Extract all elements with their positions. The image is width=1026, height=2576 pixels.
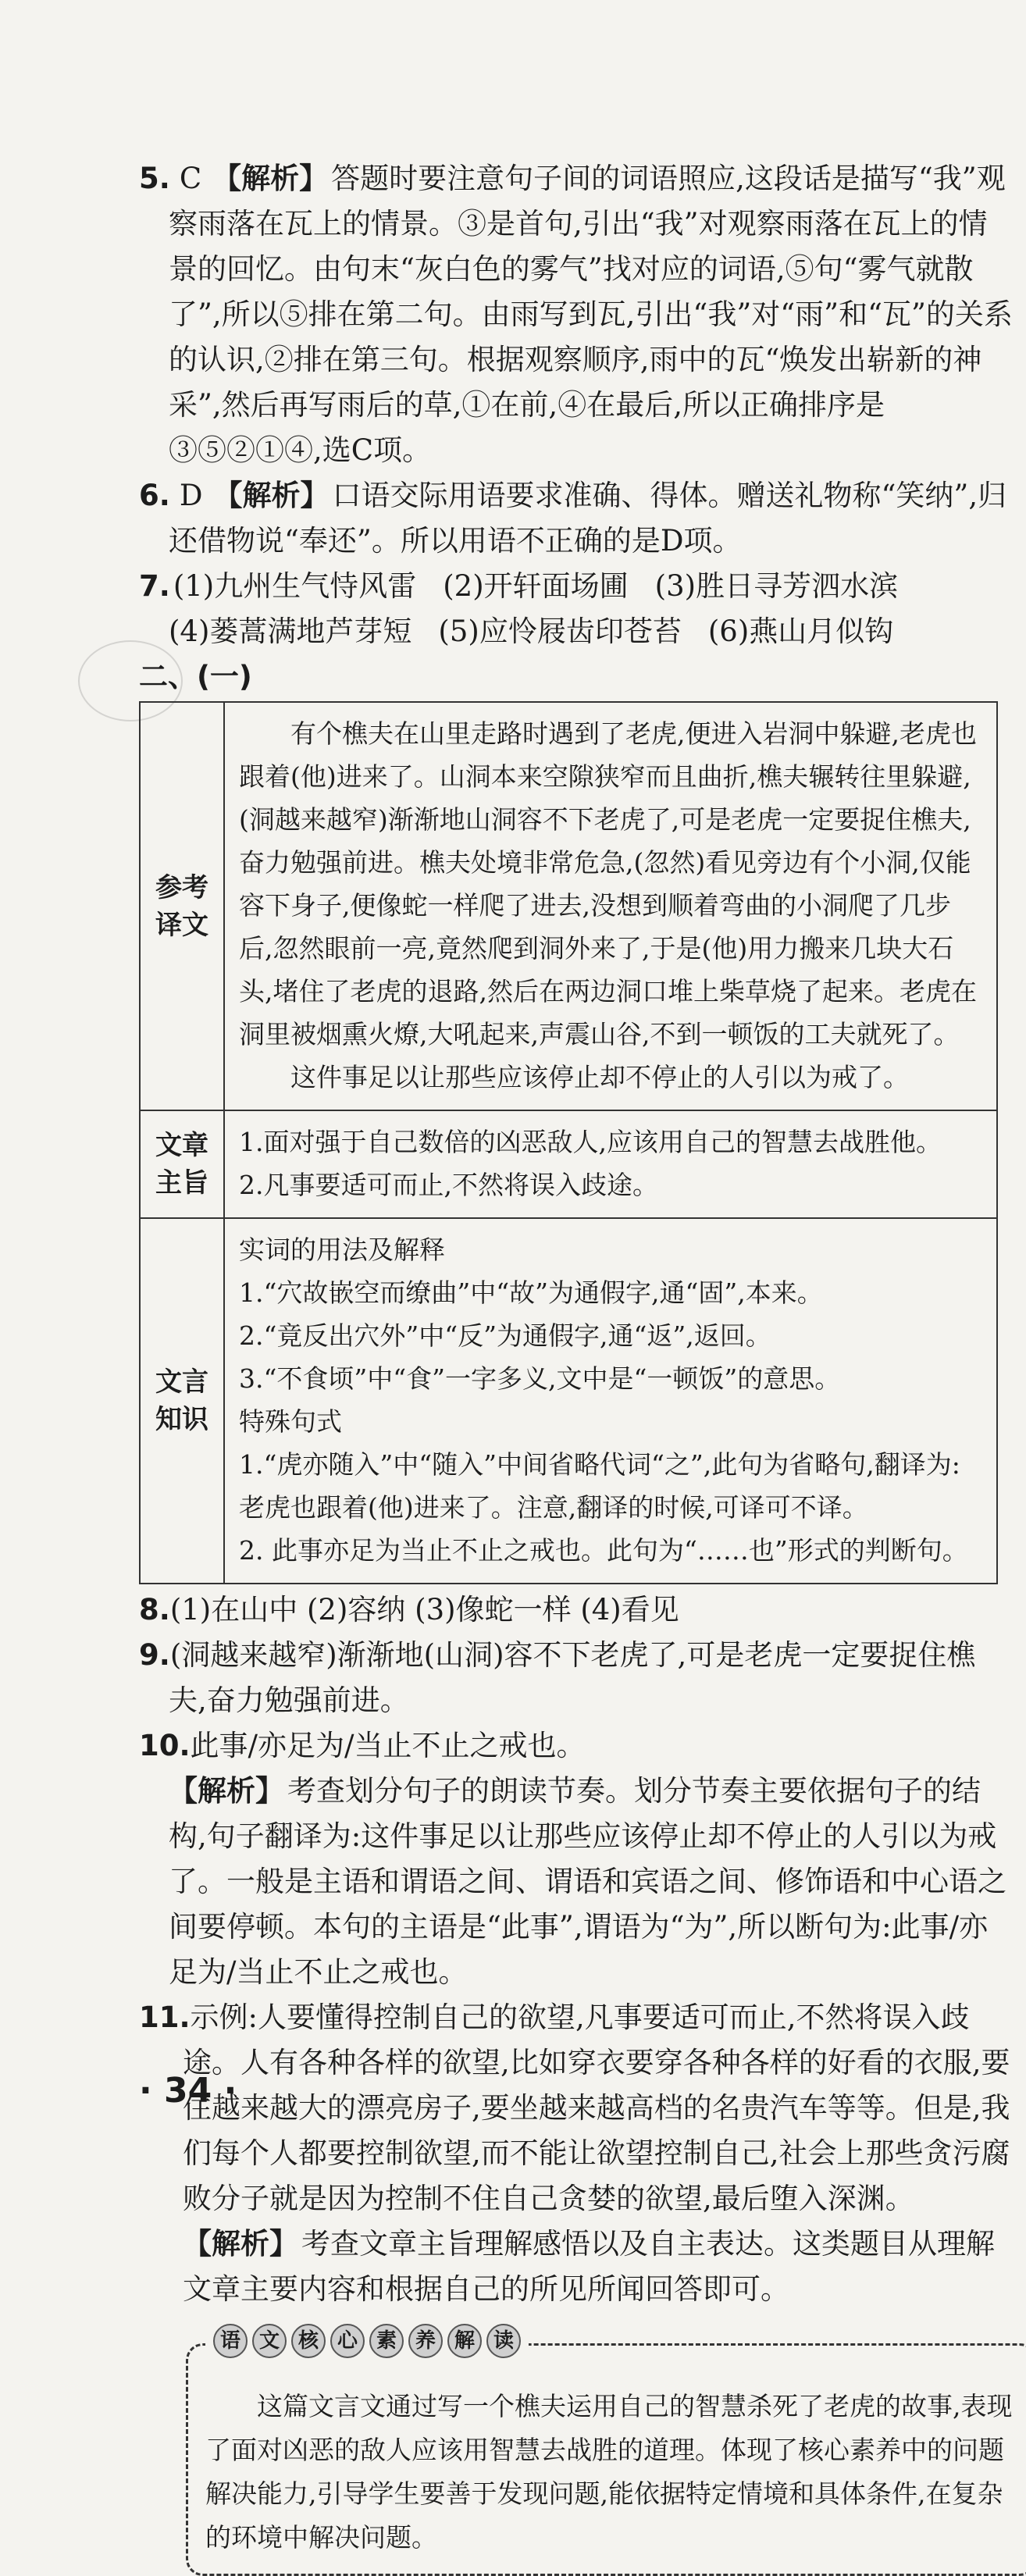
answer-text: 示例:人要懂得控制自己的欲望,凡事要适可而止,不然将误入歧途。人有各种各样的欲望,比如穿衣要穿各种各样的好看的衣服,要住越来越大的漂亮房子,要坐越来越高档的名贵汽车等等。但是,我们每个人都要控制欲望,而不能让欲望控制自己,社会上那些贪污腐败分子就是因为控制不住自己贪婪的欲望,最后堕入深渊。 bbox=[183, 2001, 1010, 2215]
table-row bbox=[140, 1110, 997, 1218]
analysis-tag: 【解析】 bbox=[213, 479, 330, 512]
row-label-text: 文章主旨 bbox=[155, 1130, 208, 1199]
analysis-text: 口语交际用语要求准确、得体。赠送礼物称“笑纳”,归还借物说“奉还”。所以用语不正确的是D项。 bbox=[169, 479, 1007, 558]
question-11 bbox=[139, 1995, 1014, 2312]
answer-text: 此事/亦足为/当止不止之戒也。 bbox=[190, 1729, 586, 1762]
question-number: 5. bbox=[139, 162, 170, 195]
title-char: 文 bbox=[252, 2324, 287, 2358]
title-char: 心 bbox=[330, 2324, 365, 2358]
question-number: 7. bbox=[139, 569, 170, 603]
question-7 bbox=[139, 564, 1014, 654]
row-label-text: 文言知识 bbox=[155, 1366, 208, 1435]
question-7-row-2 bbox=[139, 609, 1014, 654]
answer-letter: D bbox=[179, 479, 203, 512]
question-number: 8. bbox=[139, 1593, 170, 1626]
reference-table bbox=[139, 701, 998, 1584]
question-10-analysis bbox=[139, 1769, 1014, 1995]
translation-paragraph: 这件事足以让那些应该停止却不停止的人引以为戒了。 bbox=[290, 1062, 909, 1092]
question-10 bbox=[139, 1723, 1014, 1995]
translation-paragraph: 有个樵夫在山里走路时遇到了老虎,便进入岩洞中躲避,老虎也跟着(他)进来了。山洞本来空隙狭窄而且曲折,樵夫辗转往里躲避,(洞越来越窄)渐渐地山洞容不下老虎了,可是老虎一定要捉住樵夫,奋力勉强前进。樵夫处境非常危急,(忽然)看见旁边有个小洞,仅能容下身子,便像蛇一样爬了进去,没想到顺着弯曲的小洞爬了几步后,忽然眼前一亮,竟然爬到洞外来了,于是(他)用力搬来几块大石头,堵住了老虎的退路,然后在两边洞口堆上柴草烧了起来。老虎在洞里被烟熏火燎,大吼起来,声震山谷,不到一顿饭的工夫就死了。 bbox=[239, 718, 977, 1049]
title-char: 核 bbox=[291, 2324, 326, 2358]
row-label bbox=[140, 1218, 224, 1584]
question-10-answer bbox=[139, 1723, 1014, 1769]
title-char: 养 bbox=[408, 2324, 443, 2358]
core-literacy-text: 这篇文言文通过写一个樵夫运用自己的智慧杀死了老虎的故事,表现了面对凶恶的敌人应该用智慧去战胜的道理。体现了核心素养中的问题解决能力,引导学生要善于发现问题,能依据特定情境和具体条件,在复杂的环境中解决问题。 bbox=[205, 2391, 1013, 2553]
analysis-tag: 【解析】 bbox=[212, 162, 329, 195]
question-8 bbox=[139, 1587, 1014, 1633]
question-number: 6. bbox=[139, 479, 170, 512]
core-literacy-title bbox=[205, 2324, 529, 2358]
row-label-text: 参考译文 bbox=[155, 871, 208, 941]
answer-letter: C bbox=[179, 162, 202, 195]
table-row bbox=[140, 702, 997, 1110]
question-11-answer bbox=[139, 1995, 1014, 2221]
answer-text: (1)在山中 (2)容纳 (3)像蛇一样 (4)看见 bbox=[169, 1593, 679, 1626]
analysis-tag: 【解析】 bbox=[169, 1774, 284, 1808]
section-heading: 二、(一) bbox=[139, 660, 252, 693]
answer-item: (1)九州生气恃风雷 bbox=[173, 569, 417, 603]
question-11-analysis bbox=[139, 2221, 1014, 2312]
question-number: 10. bbox=[139, 1729, 191, 1762]
question-number: 11. bbox=[139, 2001, 191, 2034]
knowledge-heading: 特殊句式 bbox=[239, 1406, 342, 1437]
analysis-text: 考查文章主旨理解感悟以及自主表达。这类题目从理解文章主要内容和根据自己的所见所闻回答即可。 bbox=[183, 2227, 995, 2306]
analysis-text: 考查划分句子的朗读节奏。划分节奏主要依据句子的结构,句子翻译为:这件事足以让那些应该停止却不停止的人引以为戒了。一般是主语和谓语之间、谓语和宾语之间、修饰语和中心语之间要停顿。本句的主语是“此事”,谓语为“为”,所以断句为:此事/亦足为/当止不止之戒也。 bbox=[169, 1774, 1006, 1989]
title-char: 解 bbox=[447, 2324, 482, 2358]
question-6 bbox=[139, 473, 1014, 564]
answer-item: (5)应怜屐齿印苍苔 bbox=[438, 615, 682, 648]
question-7-row-1 bbox=[139, 564, 1014, 609]
knowledge-line: 3.“不食顷”中“食”一字多义,文中是“一顿饭”的意思。 bbox=[239, 1363, 841, 1394]
analysis-text: 答题时要注意句子间的词语照应,这段话是描写“我”观察雨落在瓦上的情景。③是首句,引出“我”对观察雨落在瓦上的情景的回忆。由句末“灰白色的雾气”找对应的词语,⑤句“雾气就散了”,所以⑤排在第二句。由雨写到瓦,引出“我”对“雨”和“瓦”的关系的认识,②排在第三句。根据观察顺序,雨中的瓦“焕发出崭新的神采”,然后再写雨后的草,①在前,④在最后,所以正确排序是③⑤②①④,选C项。 bbox=[169, 162, 1013, 467]
answer-text: (洞越来越窄)渐渐地(山洞)容不下老虎了,可是老虎一定要捉住樵夫,奋力勉强前进。 bbox=[169, 1638, 976, 1717]
knowledge-cell bbox=[224, 1218, 997, 1584]
answer-item: (3)胜日寻芳泗水滨 bbox=[654, 569, 899, 603]
row-label bbox=[140, 702, 224, 1110]
theme-line: 2.凡事要适可而止,不然将误入歧途。 bbox=[239, 1170, 658, 1200]
title-char: 语 bbox=[213, 2324, 248, 2358]
answer-item: (6)燕山月似钩 bbox=[707, 615, 894, 648]
question-9 bbox=[139, 1633, 1014, 1723]
core-literacy-box bbox=[186, 2329, 1026, 2576]
question-number: 9. bbox=[139, 1638, 170, 1672]
theme-line: 1.面对强于自己数倍的凶恶敌人,应该用自己的智慧去战胜他。 bbox=[239, 1127, 942, 1157]
knowledge-line: 1.“穴故嵌空而缭曲”中“故”为通假字,通“固”,本来。 bbox=[239, 1277, 823, 1308]
knowledge-line: 2. 此事亦足为当止不止之戒也。此句为“……也”形式的判断句。 bbox=[239, 1535, 968, 1566]
row-label bbox=[140, 1110, 224, 1218]
page-number: · 34 · bbox=[139, 2071, 237, 2111]
title-char: 读 bbox=[486, 2324, 521, 2358]
table-row bbox=[140, 1218, 997, 1584]
translation-cell bbox=[224, 702, 997, 1110]
title-char: 素 bbox=[369, 2324, 404, 2358]
answer-page bbox=[139, 156, 1014, 2576]
theme-cell bbox=[224, 1110, 997, 1218]
answer-item: (4)蒌蒿满地芦芽短 bbox=[169, 615, 412, 648]
answer-item: (2)开轩面场圃 bbox=[443, 569, 629, 603]
question-5 bbox=[139, 156, 1014, 473]
knowledge-heading: 实词的用法及解释 bbox=[239, 1235, 445, 1265]
knowledge-line: 1.“虎亦随入”中“随入”中间省略代词“之”,此句为省略句,翻译为:老虎也跟着(他)进来了。注意,翻译的时候,可译可不译。 bbox=[239, 1449, 960, 1523]
knowledge-line: 2.“竟反出穴外”中“反”为通假字,通“返”,返回。 bbox=[239, 1320, 771, 1351]
analysis-tag: 【解析】 bbox=[183, 2227, 298, 2261]
